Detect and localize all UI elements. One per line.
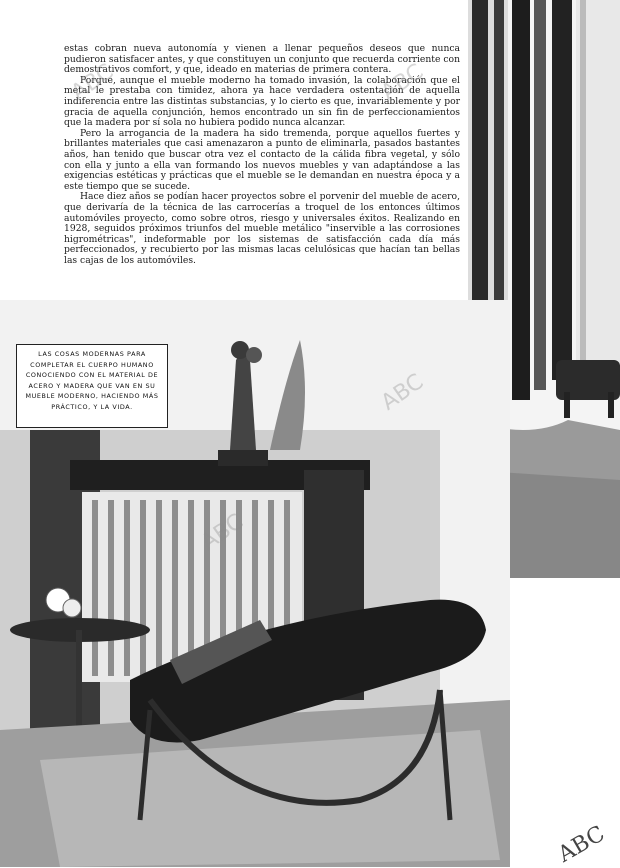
watermark: ABC [66, 59, 119, 106]
watermark: ABC [196, 509, 249, 556]
watermark: ABC [376, 59, 429, 106]
article-paragraph: estas cobran nueva autonomía y vienen a llenar pequeños deseos que nunca pudieron satisfacer antes, y que constituyen un conjunto que recuerda corriente con demostrativos comfort, y que, ideado en materias de primera contera. [64, 43, 460, 76]
article-paragraph: Hace diez años se podían hacer proyectos sobre el porvenir del mueble de acero, que derivaría de la técnica de las carrocerías a troquel de los entonces últimos automóviles proyecto, como sobre otros, riesgo y universales éxitos. Realizando en 1928, seguidos próximos triunfos del mueble metálico "inservible a las corrosiones higrométricas", indeformable por los sistemas de satisfacción cada día más perfeccionados, y recubierto por las mismas lacas celulósicas que hacían tan bellas las cajas de los automóviles. [64, 191, 460, 266]
abc-logo: ABC [553, 821, 609, 868]
article-paragraph: Porque, aunque el mueble moderno ha tomado invasión, la colaboración que el metal le prestaba con timidez, ahora ya hace verdadera ostentación de aquella indiferencia entre las distintas substancias, y lo cierto es que, invariablemente y por gracia de aquella conjunción, hemos encontrado un sin fin de perfeccionamientos que la madera por sí sola no hubiera podido nunca alcanzar. [64, 74, 460, 129]
watermark: ABC [376, 369, 429, 416]
article-paragraph: Pero la arrogancia de la madera ha sido tremenda, porque aquellos fuertes y brillantes materiales que casi amenazaron a punto de eliminarla, pasados bastantes años, han tenido que buscar otra vez el contacto de la cálida fibra vegetal, y sólo con ella y junto a ella van formando los nuevos muebles y van adaptándose a las exigencias estéticas y prácticas que el mueble se le demandan en nuestra época y a este tiempo que se sucede. [64, 127, 460, 192]
photo-caption: LAS COSAS MODERNAS PARA COMPLETAR EL CUERPO HUMANO CONOCIENDO CON EL MATERIAL DE ACERO Y MADERA QUE VAN EN SU MUEBLE MODERNO, HACIENDO MÁS PRÁCTICO, Y LA VIDA. [16, 344, 168, 428]
